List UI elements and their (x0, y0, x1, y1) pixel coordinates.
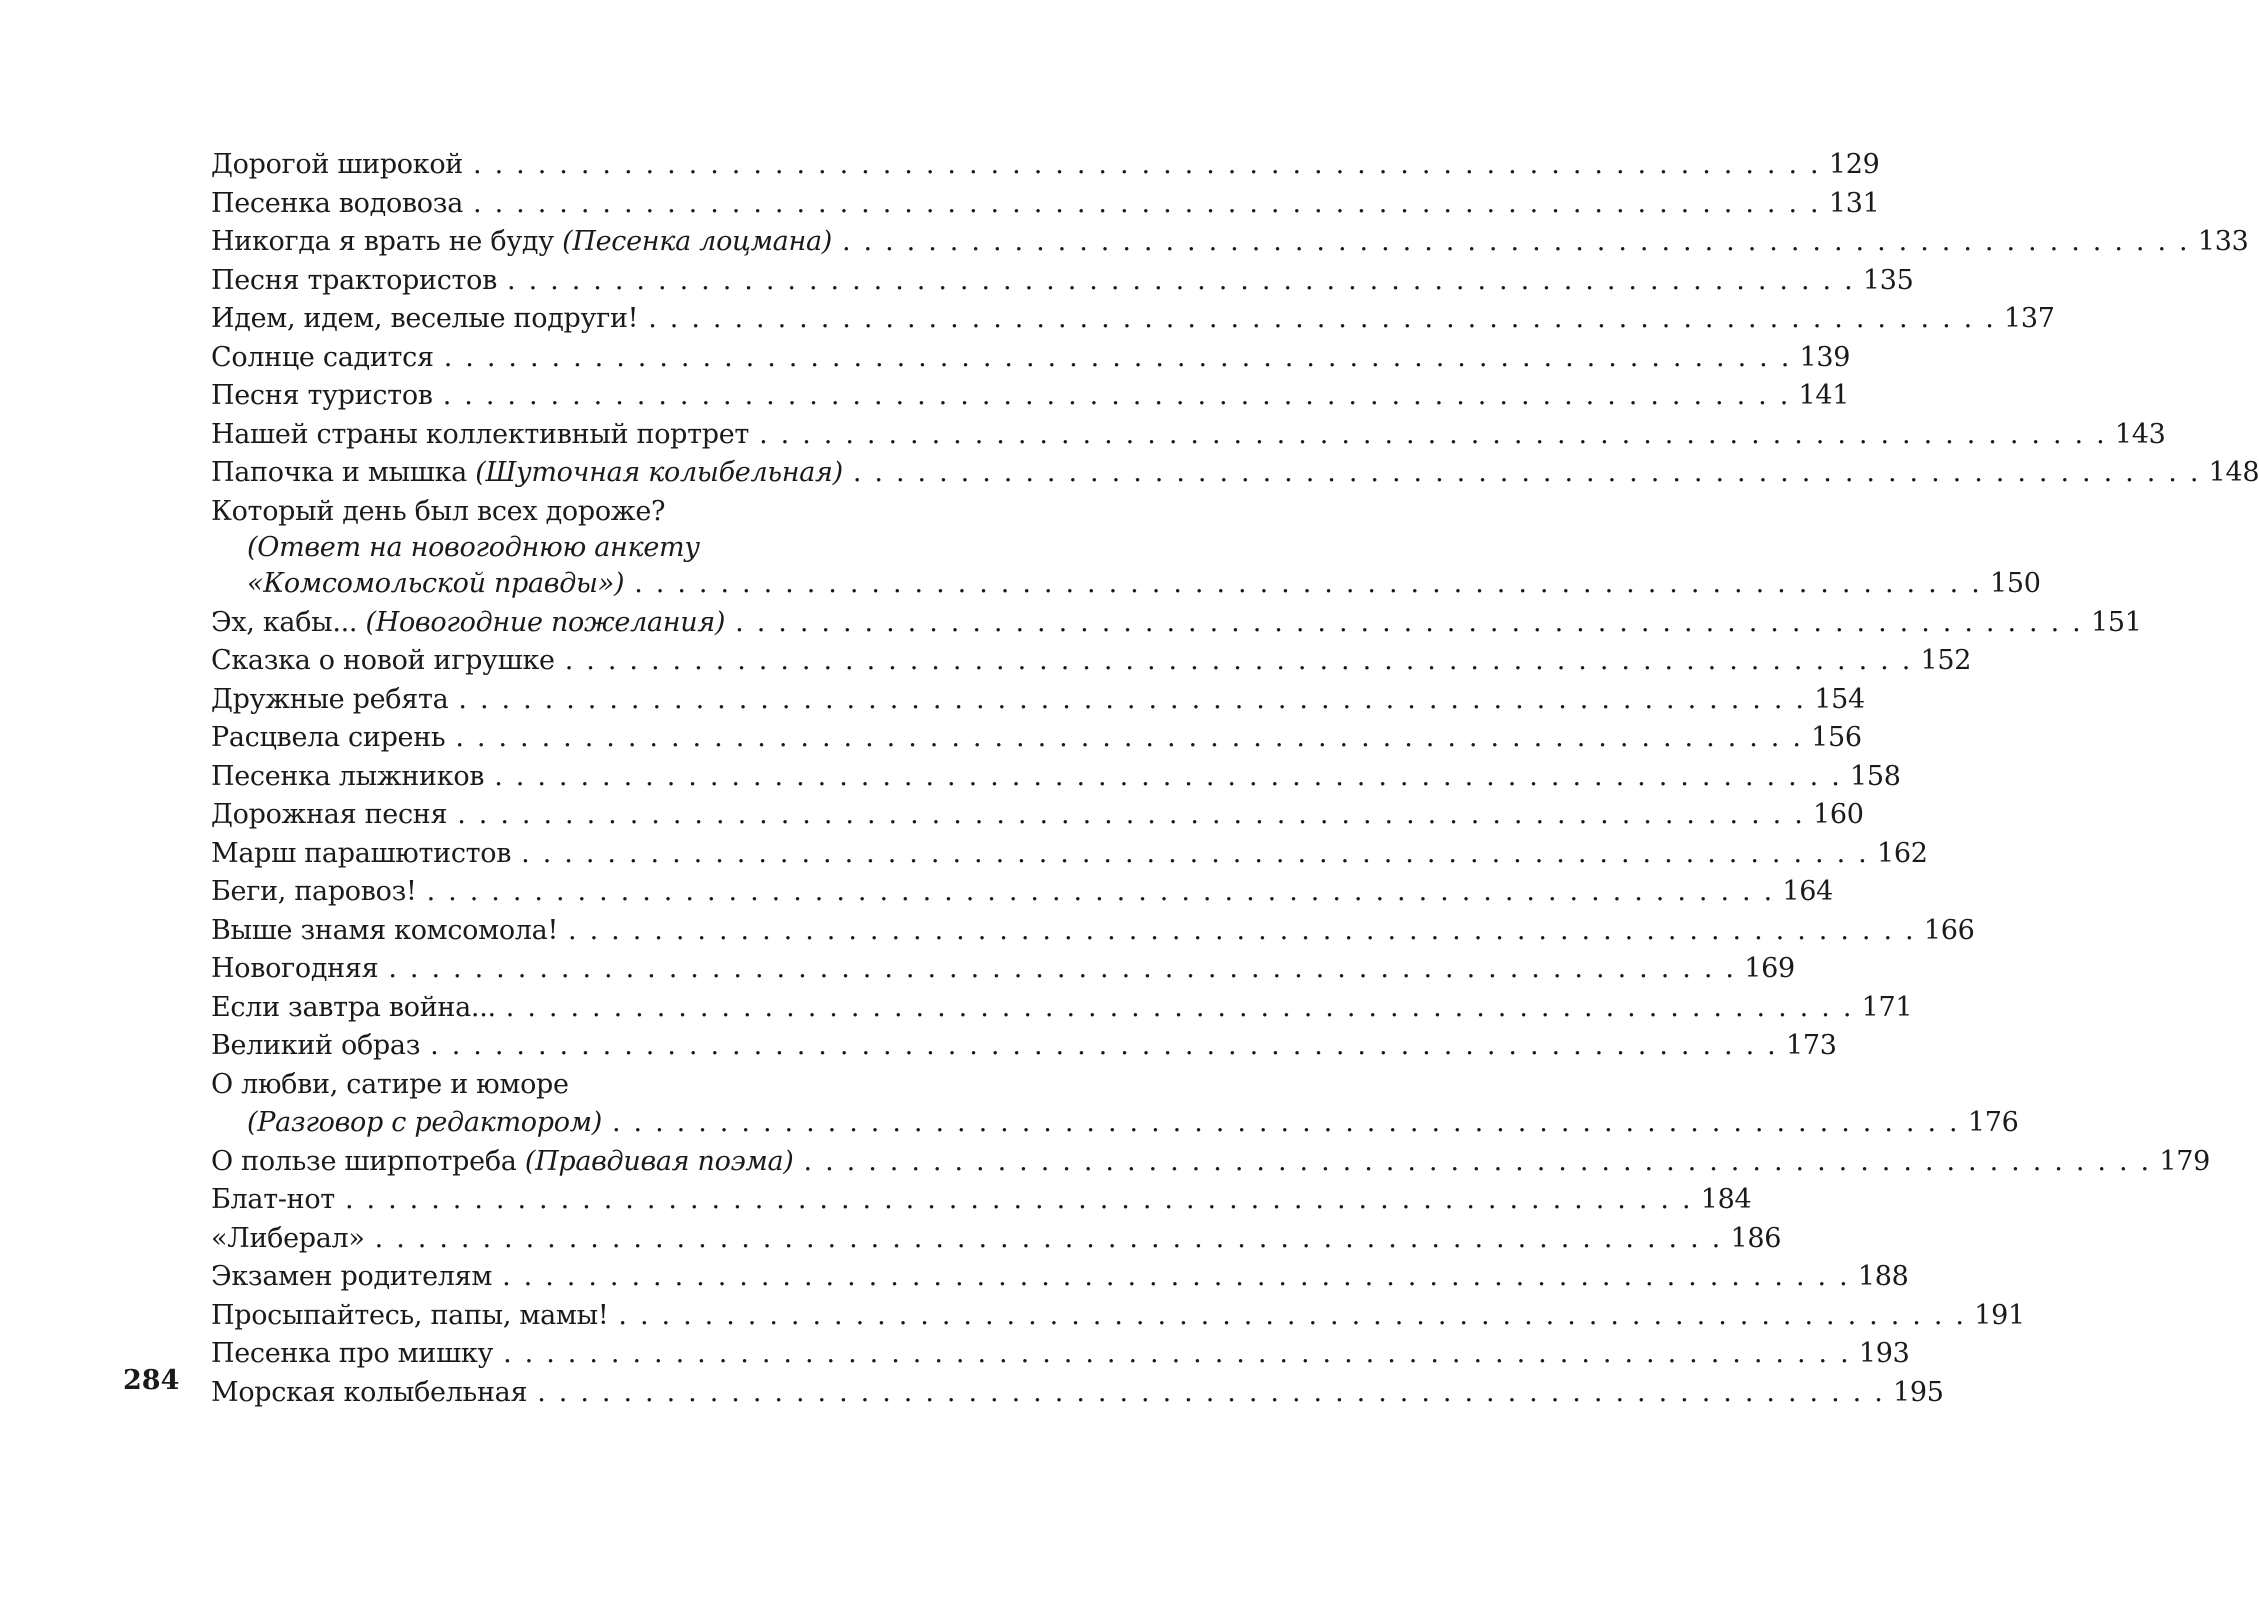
dot-leader: . . . . . . . . . . . . . . . . . . . . . . . . . . . . . . . . . . . . . . . . . . . . . . . . . . . . . . . . . . . . . . . (458, 683, 1807, 715)
entry-title: О пользе ширпотреба (211, 1145, 525, 1177)
toc-entry[interactable] (211, 835, 1928, 874)
entry-page: 150 (1990, 568, 2041, 599)
dot-leader: . . . . . . . . . . . . . . . . . . . . . . . . . . . . . . . . . . . . . . . . . . . . . . . . . . . . . . . . . . . . . . . (759, 418, 2107, 450)
entry-title: Песенка про мишку (211, 1338, 494, 1369)
toc-entry[interactable] (211, 1181, 1752, 1220)
dot-leader: . . . . . . . . . . . . . . . . . . . . . . . . . . . . . . . . . . . . . . . . . . . . . . . . . . . . . . . . . . . . . . . (426, 876, 1775, 907)
entry-subtitle: (Правдивая поэма) (524, 1145, 794, 1177)
entry-page: 166 (1923, 914, 1975, 946)
entry-page: 160 (1813, 799, 1864, 830)
dot-leader: . . . . . . . . . . . . . . . . . . . . . . . . . . . . . . . . . . . . . . . . . . . . . . . . . . . . . . . . . . . . . . . (473, 187, 1821, 219)
entry-title: «Либерал» (211, 1222, 365, 1254)
entry-subtitle: «Комсомольской правды») (247, 568, 625, 599)
toc-entry[interactable] (211, 1374, 1944, 1413)
entry-title: Расцвела сирень (211, 722, 446, 753)
entry-title: Выше знамя комсомола! (211, 914, 558, 946)
toc-entry[interactable] (211, 758, 1901, 797)
entry-title: Блат-нот (211, 1184, 335, 1215)
toc-entry[interactable] (211, 300, 2055, 339)
entry-page: 188 (1857, 1261, 1909, 1292)
dot-leader: . . . . . . . . . . . . . . . . . . . . . . . . . . . . . . . . . . . . . . . . . . . . . . . . . . . . . . . . . . . . . . . (494, 760, 1843, 792)
toc-entry[interactable] (211, 604, 2142, 643)
entry-title: Песня туристов (211, 380, 433, 411)
entry-page: 139 (1799, 341, 1851, 373)
dot-leader: . . . . . . . . . . . . . . . . . . . . . . . . . . . . . . . . . . . . . . . . . . . . . . . . . . . . . . . . . . . . . . . (618, 1299, 1967, 1331)
entry-page: 176 (1967, 1107, 2019, 1138)
entry-title: Беги, паровоз! (211, 876, 417, 907)
dot-leader: . . . . . . . . . . . . . . . . . . . . . . . . . . . . . . . . . . . . . . . . . . . . . . . . . . . . . . . . . . . . . . . (803, 1145, 2152, 1177)
dot-leader: . . . . . . . . . . . . . . . . . . . . . . . . . . . . . . . . . . . . . . . . . . . . . . . . . . . . . . . . . . . . . . . (457, 799, 1806, 830)
entry-page: 156 (1811, 722, 1862, 753)
entry-title: Новогодняя (211, 953, 379, 984)
entry-title: Дорогой широкой (211, 149, 463, 180)
entry-title: Песенка лыжников (211, 760, 485, 792)
entry-page: 148 (2208, 457, 2259, 488)
toc-entry[interactable] (211, 223, 2249, 262)
toc-entry[interactable] (211, 1220, 1782, 1259)
entry-title: О любви, сатире и юморе (211, 1068, 569, 1100)
dot-leader: . . . . . . . . . . . . . . . . . . . . . . . . . . . . . . . . . . . . . . . . . . . . . . . . . . . . . . . . . . . . . . . (388, 953, 1737, 984)
toc-entry[interactable] (211, 1066, 2019, 1143)
entry-page: 131 (1828, 187, 1880, 219)
toc-entry[interactable] (211, 681, 1865, 720)
toc-entry[interactable] (211, 262, 1914, 301)
toc-entry[interactable] (211, 185, 1880, 224)
table-of-contents (211, 146, 2259, 1412)
toc-entry[interactable] (211, 719, 1862, 758)
entry-title: Сказка о новой игрушке (211, 645, 555, 676)
entry-title: Песня трактористов (211, 264, 498, 296)
entry-page: 135 (1862, 264, 1914, 296)
dot-leader: . . . . . . . . . . . . . . . . . . . . . . . . . . . . . . . . . . . . . . . . . . . . . . . . . . . . . . . . . . . . . . . (568, 914, 1916, 946)
entry-title: Нашей страны коллективный портрет (211, 418, 750, 450)
dot-leader: . . . . . . . . . . . . . . . . . . . . . . . . . . . . . . . . . . . . . . . . . . . . . . . . . . . . . . . . . . . . . . . (443, 341, 1792, 373)
dot-leader: . . . . . . . . . . . . . . . . . . . . . . . . . . . . . . . . . . . . . . . . . . . . . . . . . . . . . . . . . . . . . . . (430, 1030, 1778, 1061)
entry-page: 133 (2197, 226, 2249, 257)
entry-title: Папочка и мышка (211, 457, 476, 488)
dot-leader: . . . . . . . . . . . . . . . . . . . . . . . . . . . . . . . . . . . . . . . . . . . . . . . . . . . . . . . . . . . . . . . (503, 1338, 1851, 1369)
toc-entry[interactable] (211, 796, 1864, 835)
page-number: 284 (123, 1365, 180, 1396)
toc-entry[interactable] (211, 1335, 1910, 1374)
entry-subtitle: (Ответ на новогоднюю анкету (247, 532, 700, 563)
dot-leader: . . . . . . . . . . . . . . . . . . . . . . . . . . . . . . . . . . . . . . . . . . . . . . . . . . . . . . . . . . . . . . . (537, 1376, 1886, 1408)
entry-page: 129 (1828, 149, 1880, 180)
toc-entry[interactable] (211, 950, 1795, 989)
entry-title: Великий образ (211, 1030, 421, 1061)
entry-title: Морская колыбельная (211, 1376, 528, 1408)
entry-title: Идем, идем, веселые подруги! (211, 303, 639, 334)
entry-title: Песенка водовоза (211, 187, 463, 219)
entry-page: 152 (1920, 645, 1972, 676)
entry-page: 162 (1876, 837, 1928, 869)
dot-leader: . . . . . . . . . . . . . . . . . . . . . . . . . . . . . . . . . . . . . . . . . . . . . . . . . . . . . . . . . . . . . . . (344, 1184, 1693, 1215)
entry-page: 137 (2004, 303, 2055, 334)
entry-subtitle: (Шуточная колыбельная) (475, 457, 843, 488)
dot-leader: . . . . . . . . . . . . . . . . . . . . . . . . . . . . . . . . . . . . . . . . . . . . . . . . . . . . . . . . . . . . . . . (505, 991, 1854, 1023)
toc-entry[interactable] (211, 1143, 2210, 1182)
toc-entry[interactable] (211, 1297, 2025, 1336)
dot-leader: . . . . . . . . . . . . . . . . . . . . . . . . . . . . . . . . . . . . . . . . . . . . . . . . . . . . . . . . . . . . . . . (735, 606, 2083, 638)
entry-title: Никогда я врать не буду (211, 226, 563, 257)
entry-page: 173 (1785, 1030, 1837, 1061)
dot-leader: . . . . . . . . . . . . . . . . . . . . . . . . . . . . . . . . . . . . . . . . . . . . . . . . . . . . . . . . . . . . . . . (473, 149, 1821, 180)
entry-page: 186 (1730, 1222, 1782, 1254)
toc-entry[interactable] (211, 146, 1880, 185)
dot-leader: . . . . . . . . . . . . . . . . . . . . . . . . . . . . . . . . . . . . . . . . . . . . . . . . . . . . . . . . . . . . . . . (455, 722, 1804, 753)
toc-entry[interactable] (211, 377, 1850, 416)
entry-page: 141 (1798, 380, 1850, 411)
entry-title: Солнце садится (211, 341, 434, 373)
dot-leader: . . . . . . . . . . . . . . . . . . . . . . . . . . . . . . . . . . . . . . . . . . . . . . . . . . . . . . . . . . . . . . . (841, 226, 2190, 257)
entry-page: 169 (1744, 953, 1795, 984)
entry-title: Просыпайтесь, папы, мамы! (211, 1299, 609, 1331)
entry-title: Дружные ребята (211, 683, 449, 715)
entry-page: 195 (1893, 1376, 1944, 1408)
entry-subtitle: (Песенка лоцмана) (562, 226, 832, 257)
toc-entry[interactable] (211, 1258, 1909, 1297)
toc-entry[interactable] (211, 642, 1972, 681)
toc-entry[interactable] (211, 339, 1851, 378)
entry-page: 164 (1782, 876, 1834, 907)
dot-leader: . . . . . . . . . . . . . . . . . . . . . . . . . . . . . . . . . . . . . . . . . . . . . . . . . . . . . . . . . . . . . . . (564, 645, 1913, 676)
entry-page: 184 (1700, 1184, 1752, 1215)
entry-title: Если завтра война... (211, 991, 496, 1023)
dot-leader: . . . . . . . . . . . . . . . . . . . . . . . . . . . . . . . . . . . . . . . . . . . . . . . . . . . . . . . . . . . . . . . (374, 1222, 1723, 1254)
entry-page: 171 (1861, 991, 1913, 1023)
toc-entry[interactable] (211, 912, 1975, 951)
dot-leader: . . . . . . . . . . . . . . . . . . . . . . . . . . . . . . . . . . . . . . . . . . . . . . . . . . . . . . . . . . . . . . . (611, 1107, 1960, 1138)
toc-entry[interactable] (211, 989, 1913, 1028)
dot-leader: . . . . . . . . . . . . . . . . . . . . . . . . . . . . . . . . . . . . . . . . . . . . . . . . . . . . . . . . . . . . . . . (507, 264, 1855, 296)
toc-entry[interactable] (211, 493, 2041, 604)
toc-entry[interactable] (211, 416, 2166, 455)
entry-page: 154 (1814, 683, 1865, 715)
toc-entry[interactable] (211, 454, 2259, 493)
toc-entry[interactable] (211, 1027, 1837, 1066)
dot-leader: . . . . . . . . . . . . . . . . . . . . . . . . . . . . . . . . . . . . . . . . . . . . . . . . . . . . . . . . . . . . . . . (502, 1261, 1850, 1292)
dot-leader: . . . . . . . . . . . . . . . . . . . . . . . . . . . . . . . . . . . . . . . . . . . . . . . . . . . . . . . . . . . . . . . (442, 380, 1791, 411)
toc-entry[interactable] (211, 873, 1834, 912)
entry-page: 151 (2090, 606, 2142, 638)
dot-leader: . . . . . . . . . . . . . . . . . . . . . . . . . . . . . . . . . . . . . . . . . . . . . . . . . . . . . . . . . . . . . . . (648, 303, 1997, 334)
entry-title: Дорожная песня (211, 799, 448, 830)
entry-page: 191 (1974, 1299, 2025, 1331)
entry-title: Который день был всех дороже? (211, 495, 666, 527)
entry-page: 193 (1858, 1338, 1910, 1369)
entry-title: Марш парашютистов (211, 837, 512, 869)
entry-page: 179 (2159, 1145, 2210, 1177)
dot-leader: . . . . . . . . . . . . . . . . . . . . . . . . . . . . . . . . . . . . . . . . . . . . . . . . . . . . . . . . . . . . . . . (634, 568, 1983, 599)
dot-leader: . . . . . . . . . . . . . . . . . . . . . . . . . . . . . . . . . . . . . . . . . . . . . . . . . . . . . . . . . . . . . . . (852, 457, 2201, 488)
entry-page: 143 (2114, 418, 2166, 450)
entry-title: Экзамен родителям (211, 1261, 493, 1292)
entry-page: 158 (1850, 760, 1901, 792)
entry-subtitle: (Новогодние пожелания) (365, 606, 726, 638)
entry-title: Эх, кабы... (211, 606, 366, 638)
entry-subtitle: (Разговор с редактором) (247, 1107, 602, 1138)
dot-leader: . . . . . . . . . . . . . . . . . . . . . . . . . . . . . . . . . . . . . . . . . . . . . . . . . . . . . . . . . . . . . . . (521, 837, 1869, 869)
